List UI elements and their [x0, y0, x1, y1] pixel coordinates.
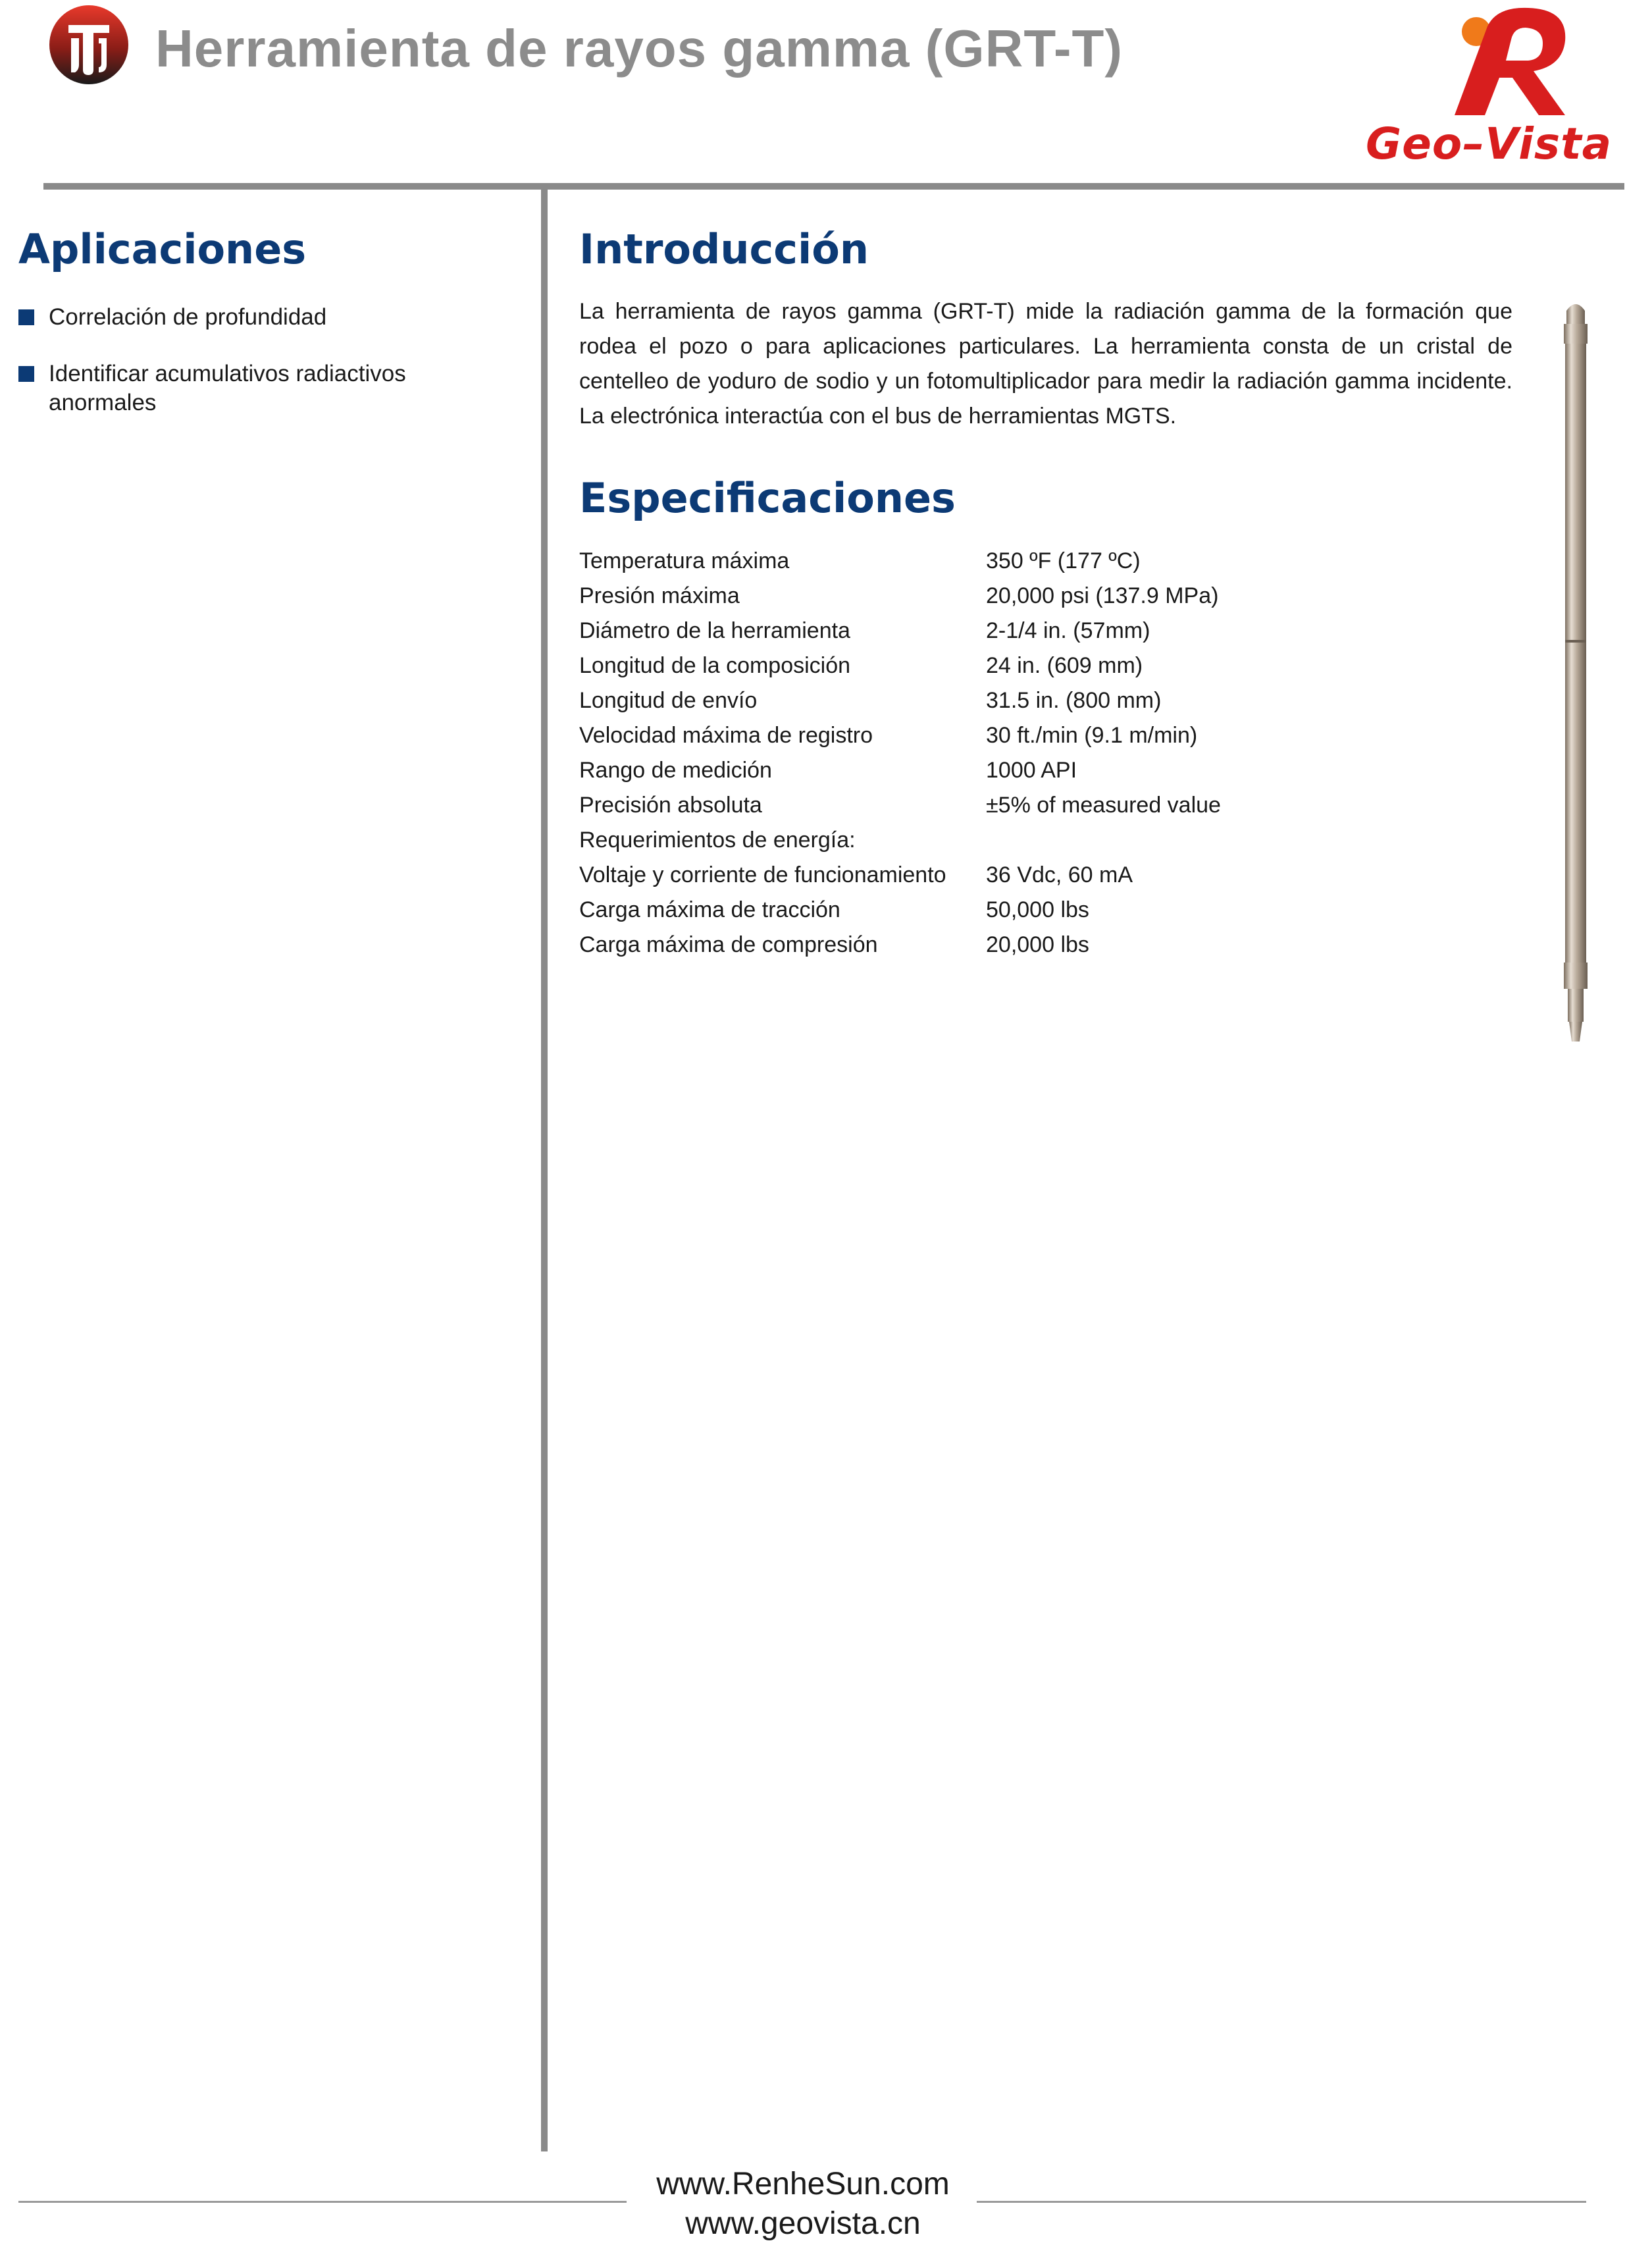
brand-name: Geo–Vista	[1366, 119, 1613, 169]
spec-label: Requerimientos de energía:	[579, 828, 856, 853]
spec-label: Velocidad máxima de registro	[579, 723, 873, 748]
header-divider	[43, 183, 1624, 190]
spec-value: 20,000 lbs	[986, 932, 1089, 957]
spec-value: 350 ºF (177 ºC)	[986, 548, 1141, 573]
spec-label: Temperatura máxima	[579, 548, 790, 573]
spec-label: Longitud de envío	[579, 688, 758, 713]
square-bullet-icon	[18, 309, 34, 325]
logging-tool-image	[1556, 298, 1595, 1048]
spec-label: Precisión absoluta	[579, 793, 762, 818]
spec-label: Carga máxima de compresión	[579, 932, 878, 957]
spec-label: Carga máxima de tracción	[579, 897, 840, 922]
square-bullet-icon	[18, 366, 34, 382]
spec-label: Rango de medición	[579, 758, 772, 783]
specifications-heading: Especificaciones	[579, 474, 956, 522]
footer-url-geovista[interactable]: www.geovista.cn	[685, 2206, 921, 2241]
spec-value: 30 ft./min (9.1 m/min)	[986, 723, 1198, 748]
renhe-logo-icon	[46, 4, 132, 86]
introduction-paragraph: La herramienta de rayos gamma (GRT-T) mide la radiación gamma de la formación que rodea el pozo o para aplicaciones particulares. La herramienta consta de un cristal de centelleo de yoduro de sodio y un fotomultiplicador para medir la radiación gamma incidente. La electrónica interactúa con el bus de herramientas MGTS.	[579, 299, 1512, 429]
list-item-text: Identificar acumulativos radiactivos anormales	[49, 361, 406, 415]
spec-label: Longitud de la composición	[579, 653, 851, 678]
spec-label: Presión máxima	[579, 583, 740, 608]
spec-value: 24 in. (609 mm)	[986, 653, 1143, 678]
page-title: Herramienta de rayos gamma (GRT-T)	[155, 19, 1123, 78]
spec-value: ±5% of measured value	[986, 793, 1221, 818]
spec-value: 31.5 in. (800 mm)	[986, 688, 1162, 713]
spec-value: 20,000 psi (137.9 MPa)	[986, 583, 1219, 608]
spec-value: 1000 API	[986, 758, 1077, 783]
footer-url-renhesun[interactable]: www.RenheSun.com	[656, 2167, 950, 2202]
introduction-heading: Introducción	[579, 225, 869, 273]
spec-value: 36 Vdc, 60 mA	[986, 862, 1133, 887]
spec-value: 2-1/4 in. (57mm)	[986, 618, 1150, 643]
list-item-text: Correlación de profundidad	[49, 304, 327, 330]
applications-heading: Aplicaciones	[18, 225, 307, 273]
column-divider	[541, 190, 548, 2151]
spec-label: Diámetro de la herramienta	[579, 618, 850, 643]
spec-label: Voltaje y corriente de funcionamiento	[579, 862, 946, 887]
spec-value: 50,000 lbs	[986, 897, 1089, 922]
